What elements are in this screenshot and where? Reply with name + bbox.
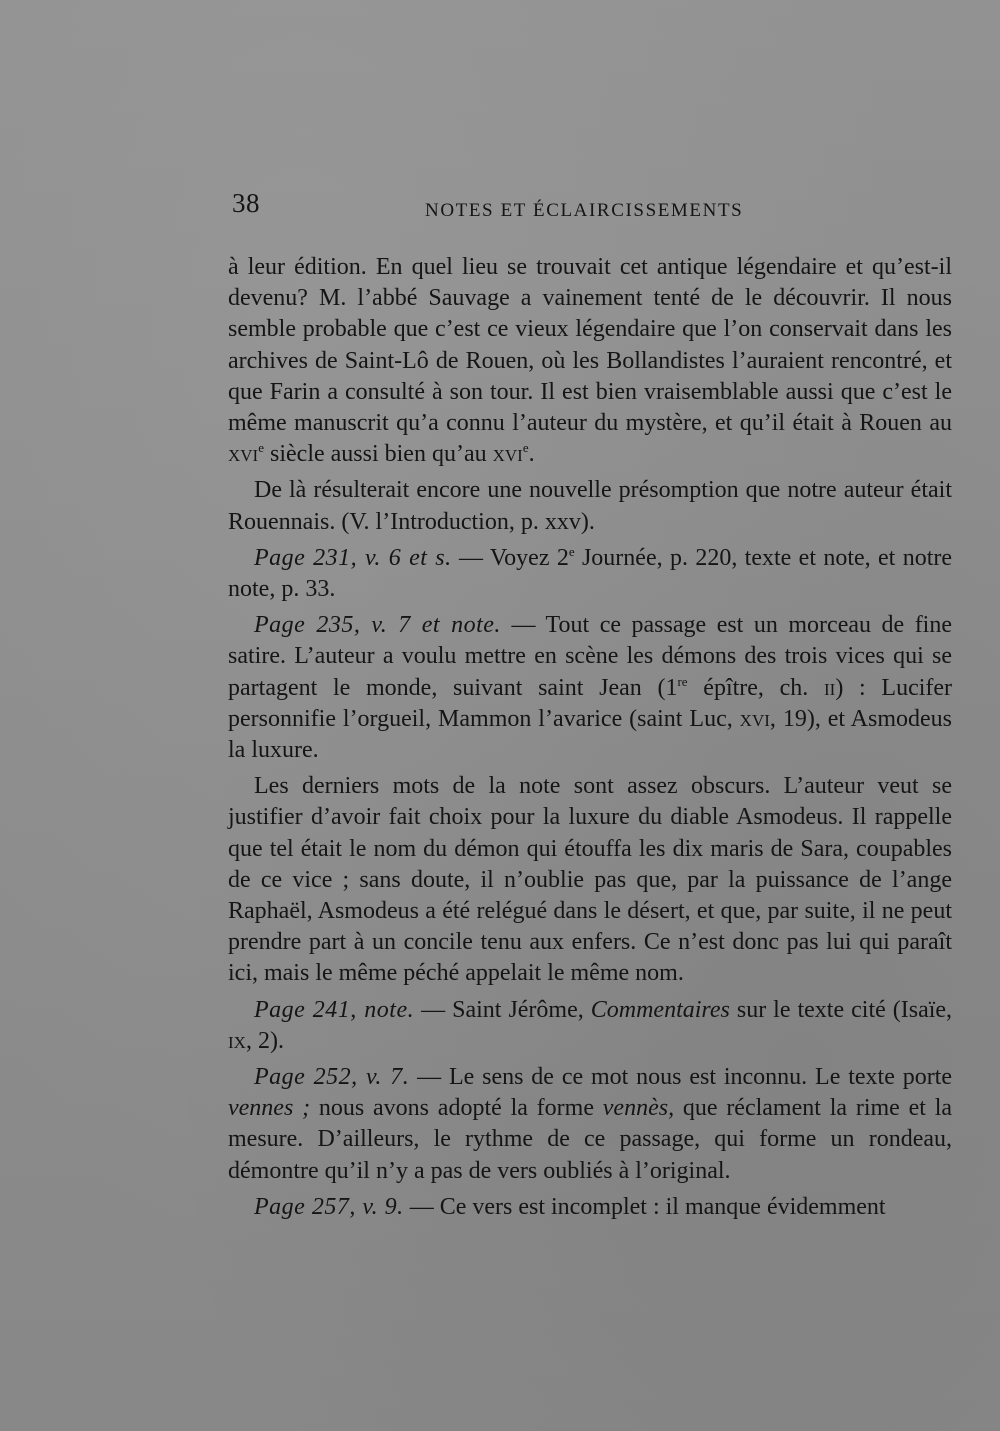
paragraph-legendaire: à leur édition. En quel lieu se trouvait cet antique légendaire et qu’est-il devenu? M. l’abbé Sauvage a vainement tenté de le découvrir. Il nous semble probable que c’est ce vieux légendaire que l’on conservait dans les archives de Saint-Lô de Rouen, où les Bollandistes l’auraient rencontré, et que Farin a consulté à son tour. Il est bien vraisemblable aussi que c’est le même manuscrit qu’a connu l’auteur du mystère, et qu’il était à Rouen au xvi$^e$ siècle aussi bien qu’au xvi$^e$. <box>228 254 952 468</box>
note-reference: Page 235, v. 7 et note. <box>254 612 501 639</box>
running-head <box>232 188 952 228</box>
note-reference: Page 231, v. 6 et s. <box>254 544 452 571</box>
note-page-257: Page 257, v. 9. — Ce vers est incomplet : il manque évidemment <box>254 1193 886 1220</box>
paragraph-presomption: De là résulterait encore une nouvelle présomption que notre auteur était Rouennais. (V. l’Introduction, p. xxv). <box>228 477 952 535</box>
paragraph-asmodeus: Les derniers mots de la note sont assez obscurs. L’auteur veut se justifier d’avoir fait choix pour la luxure du diable Asmodeus. Il rappelle que tel était le nom du démon qui étouffa les dix maris de Sara, coupables de ce vice ; sans doute, il n’oublie pas que, par la puissance de l’ange Raphaël, Asmodeus a été relégué dans le désert, et que, par suite, il ne peut prendre part à un concile tenu aux enfers. Ce n’est donc pas lui qui paraît ici, mais le même péché appelait le même nom. <box>228 773 952 987</box>
note-page-231: Page 231, v. 6 et s. — Voyez 2e Journée, p. 220, texte et note, et notre note, p. 33. <box>228 543 953 603</box>
note-page-241: Page 241, note. — Saint Jérôme, Commentaires sur le texte cité (Isaïe, ix, 2). <box>228 996 953 1054</box>
body-text <box>228 252 952 1228</box>
note-reference: Page 252, v. 7. <box>254 1064 410 1091</box>
work-title: Commentaires <box>590 996 730 1023</box>
page-number: 38 <box>232 188 260 218</box>
note-reference: Page 241, note. <box>254 996 415 1023</box>
note-reference: Page 257, v. 9. <box>254 1193 404 1220</box>
running-title: NOTES ET ÉCLAIRCISSEMENTS <box>425 200 744 221</box>
note-page-252: Page 252, v. 7. — Le sens de ce mot nous est inconnu. Le texte porte vennes ; nous avons adopté la forme vennès, que réclament la rime et la mesure. D’ailleurs, le rythme de ce passage, qui forme un rondeau, démontre qu’il n’y a pas de vers oubliés à l’original. <box>228 1064 953 1184</box>
note-page-235: Page 235, v. 7 et note. — Tout ce passage est un morceau de fine satire. L’auteur a voulu mettre en scène les démons des trois vices qui se partagent le monde, suivant saint Jean (1re épître, ch. ii) : Lucifer personnifie l’orgueil, Mammon l’avarice (saint Luc, xvi, 19), et Asmodeus la luxure. <box>228 612 953 764</box>
